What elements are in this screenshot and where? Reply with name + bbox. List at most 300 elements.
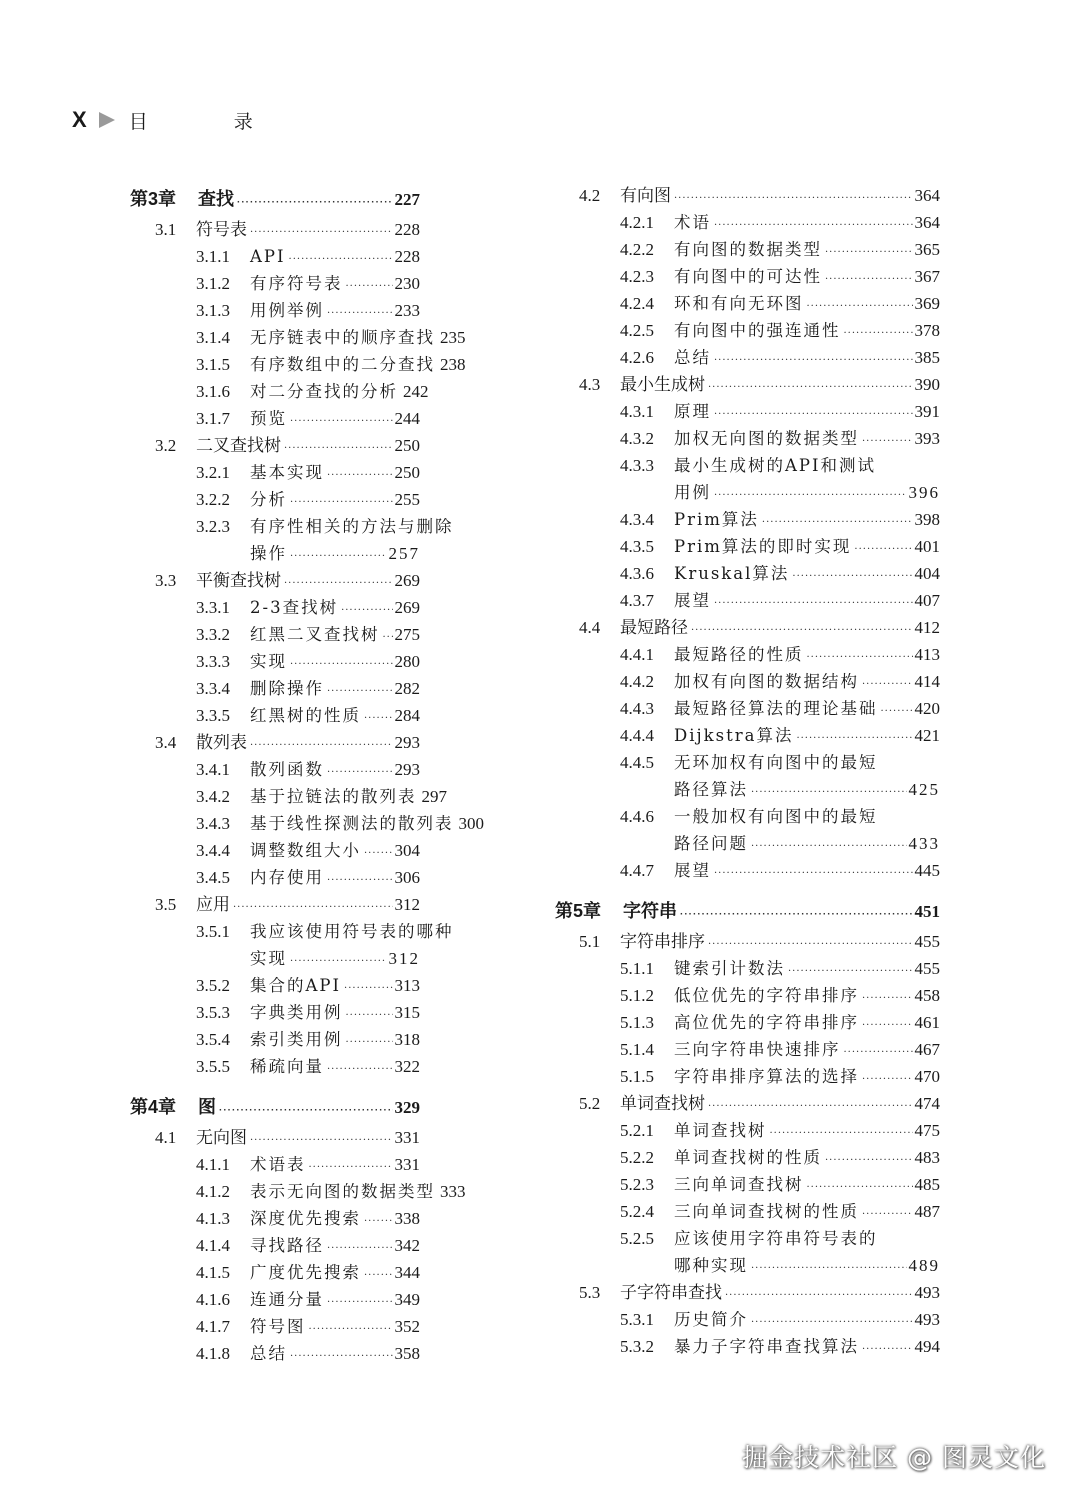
dot-leader [714,590,913,617]
toc-entry-sub[interactable] [0,1053,420,1080]
toc-entry-sub[interactable] [0,1286,420,1313]
toc-entry-sub[interactable] [555,1306,940,1333]
toc-entry-sub[interactable] [0,1205,420,1232]
toc-entry-title: 预览 [250,409,287,428]
toc-entry-number: 第4章 [130,1097,177,1117]
toc-entry-title: Dijkstra算法 [674,726,794,745]
dot-leader [844,1039,913,1066]
dot-leader [680,898,913,932]
dot-leader [854,536,912,563]
dot-leader [762,509,913,536]
page-number: X [72,107,87,132]
toc-entry-title: 路径算法 [674,780,748,799]
toc-entry-sub[interactable] [0,999,420,1026]
toc-entry-number: 4.1.8 [196,1344,230,1363]
toc-entry-sub[interactable] [555,1225,940,1252]
toc-entry-number: 4.4.5 [620,753,654,772]
toc-entry-title: 三向单词查找树 [674,1175,804,1194]
toc-entry-page: 338 [394,1209,420,1228]
toc-entry-page: 364 [914,186,940,205]
toc-entry-title: 单词查找树 [620,1094,705,1114]
dot-leader [290,948,387,975]
toc-entry-page: 470 [914,1067,940,1086]
toc-entry-title: 字符串 [623,901,677,921]
toc-entry-page: 227 [394,190,420,209]
toc-entry-sub[interactable] [0,648,420,675]
toc-entry-cont[interactable] [0,540,420,567]
toc-entry-sub[interactable] [0,1313,420,1340]
toc-entry-title: 高位优先的字符串排序 [674,1013,859,1032]
toc-entry-sub[interactable] [0,486,420,513]
toc-entry-page: 378 [914,321,940,340]
toc-entry-section[interactable] [555,1279,940,1306]
toc-entry-title: 最小生成树 [620,375,705,395]
toc-entry-page: 331 [394,1128,420,1147]
toc-entry-page: 280 [394,652,420,671]
toc-entry-number: 3.4.2 [196,787,230,806]
toc-entry-title: 总结 [250,1344,287,1363]
toc-entry-page: 358 [394,1344,420,1363]
toc-entry-title: 哪种实现 [674,1256,748,1275]
toc-entry-sub[interactable] [0,1232,420,1259]
toc-entry-title: 展望 [674,861,711,880]
toc-entry-title: 子字符串查找 [620,1283,722,1303]
dot-leader [327,759,393,786]
toc-entry-sub[interactable] [555,560,940,587]
toc-entry-page: 297 [421,787,447,806]
toc-entry-sub[interactable] [555,263,940,290]
toc-entry-title: 术语表 [250,1155,306,1174]
toc-entry-number: 4.3.2 [620,429,654,448]
toc-entry-title: 字典类用例 [250,1003,343,1022]
toc-entry-sub[interactable] [555,506,940,533]
toc-entry-sub[interactable] [0,1259,420,1286]
toc-entry-sub[interactable] [555,641,940,668]
toc-entry-number: 4.4.4 [620,726,654,745]
toc-entry-number: 3.2.3 [196,517,230,536]
toc-entry-number: 3.1.6 [196,382,230,401]
toc-entry-page: 433 [908,834,940,853]
toc-entry-number: 3.4.1 [196,760,230,779]
dot-leader [714,347,913,374]
toc-entry-title: 有序数组中的二分查找 [250,355,435,374]
toc-entry-number: 5.1 [579,932,601,951]
toc-entry-number: 4.1.6 [196,1290,230,1309]
dot-leader [796,725,912,752]
toc-entry-sub[interactable] [0,756,420,783]
toc-entry-number: 5.3 [579,1283,601,1302]
toc-entry-number: 3.3.1 [196,598,230,617]
toc-entry-number: 3.1.3 [196,301,230,320]
toc-entry-section[interactable] [555,182,940,209]
toc-entry-title: 环和有向无环图 [674,294,804,313]
toc-entry-section[interactable] [0,1124,420,1151]
toc-entry-title: Prim算法的即时实现 [674,537,852,556]
dot-leader [751,1309,913,1336]
toc-entry-sub[interactable] [555,668,940,695]
dot-leader [708,1093,913,1120]
toc-entry-number: 5.2.4 [620,1202,654,1221]
toc-entry-sub[interactable] [555,1198,940,1225]
toc-entry-sub[interactable] [0,297,420,324]
toc-entry-title: 有向图的数据类型 [674,240,822,259]
toc-entry-sub[interactable] [0,1026,420,1053]
toc-entry-sub[interactable] [0,810,484,837]
toc-entry-title: 三向字符串快速排序 [674,1040,841,1059]
toc-entry-number: 4.4.2 [620,672,654,691]
toc-entry-page: 242 [403,382,429,401]
toc-entry-page: 493 [914,1283,940,1302]
toc-entry-sub[interactable] [0,837,420,864]
toc-entry-number: 4.3 [579,375,601,394]
toc-entry-page: 284 [394,706,420,725]
toc-entry-number: 第3章 [130,189,177,209]
toc-entry-number: 3.2.1 [196,463,230,482]
toc-entry-title: 图 [198,1097,216,1117]
toc-entry-sub[interactable] [555,533,940,560]
toc-entry-sub[interactable] [555,803,940,830]
toc-entry-sub[interactable] [555,1036,940,1063]
toc-entry-title: 无环加权有向图中的最短 [674,753,878,772]
toc-entry-sub[interactable] [555,587,940,614]
toc-entry-cont[interactable] [0,945,420,972]
toc-entry-section[interactable] [555,371,940,398]
toc-entry-section[interactable] [0,891,420,918]
toc-entry-title: 红黑树的性质 [250,706,361,725]
dot-leader [346,1029,393,1056]
toc-entry-section[interactable] [0,216,420,243]
toc-entry-title: 有序性相关的方法与删除 [250,517,454,536]
dot-leader [691,617,913,644]
toc-entry-page: 250 [394,436,420,455]
dot-leader [708,374,913,401]
toc-entry-number: 4.2.2 [620,240,654,259]
toc-entry-title: 原理 [674,402,711,421]
toc-entry-sub[interactable] [0,243,420,270]
toc-entry-number: 4.4 [579,618,601,637]
toc-entry-number: 3.1.1 [196,247,230,266]
toc-entry-number: 3.1 [155,220,177,239]
toc-entry-section[interactable] [555,614,940,641]
toc-entry-title: 分析 [250,490,287,509]
toc-entry-sub[interactable] [0,1178,466,1205]
toc-entry-page: 485 [914,1175,940,1194]
toc-entry-sub[interactable] [0,783,447,810]
toc-entry-title: 查找 [198,189,234,209]
dot-leader [862,1336,913,1363]
toc-entry-sub[interactable] [555,398,940,425]
toc-entry-title: 单词查找树的性质 [674,1148,822,1167]
toc-entry-number: 5.2.5 [620,1229,654,1248]
toc-entry-sub[interactable] [0,1151,420,1178]
toc-entry-sub[interactable] [555,1009,940,1036]
toc-entry-sub[interactable] [0,702,420,729]
toc-entry-sub[interactable] [0,351,466,378]
toc-entry-page: 304 [394,841,420,860]
toc-entry-number: 3.5.4 [196,1030,230,1049]
dot-leader [364,840,393,867]
dot-leader [309,1154,393,1181]
toc-entry-page: 445 [914,861,940,880]
toc-entry-number: 4.1.2 [196,1182,230,1201]
dot-leader [714,482,907,509]
toc-entry-chapter[interactable] [555,894,940,928]
toc-entry-sub[interactable] [0,594,420,621]
toc-entry-sub[interactable] [555,722,940,749]
dot-leader [862,1012,913,1039]
dot-leader [290,408,393,435]
toc-entry-page: 407 [914,591,940,610]
dot-leader [862,428,913,455]
toc-entry-section[interactable] [0,432,420,459]
toc-entry-page: 474 [914,1094,940,1113]
toc-entry-title: 符号图 [250,1317,306,1336]
toc-entry-number: 4.2.4 [620,294,654,313]
toc-entry-section[interactable] [0,729,420,756]
toc-entry-title: 稀疏向量 [250,1057,324,1076]
toc-entry-sub[interactable] [0,864,420,891]
toc-entry-number: 3.4.3 [196,814,230,833]
toc-entry-page: 412 [914,618,940,637]
toc-entry-chapter[interactable] [0,182,420,216]
toc-entry-page: 451 [914,902,940,921]
toc-entry-page: 257 [388,544,420,563]
toc-entry-number: 3.3.2 [196,625,230,644]
dot-leader [862,1066,913,1093]
toc-entry-sub[interactable] [0,675,420,702]
toc-entry-sub[interactable] [555,344,940,371]
toc-entry-sub[interactable] [0,378,429,405]
toc-entry-sub[interactable] [555,1171,940,1198]
toc-entry-chapter[interactable] [0,1090,420,1124]
toc-entry-page: 393 [914,429,940,448]
toc-entry-title: 字符串排序 [620,932,705,952]
dot-leader [714,860,913,887]
watermark: 掘金技术社区 @ 图灵文化 [742,1443,1046,1472]
toc-entry-title: 术语 [674,213,711,232]
toc-entry-section[interactable] [0,567,420,594]
toc-entry-sub[interactable] [555,695,940,722]
dot-leader [714,401,913,428]
dot-leader [284,435,393,462]
toc-entry-sub[interactable] [555,317,940,344]
toc-entry-sub[interactable] [555,209,940,236]
dot-leader [383,624,393,651]
toc-entry-page: 396 [908,483,940,502]
toc-entry-cont[interactable] [555,776,940,803]
toc-entry-title: Prim算法 [674,510,759,529]
toc-entry-page: 414 [914,672,940,691]
toc-entry-page: 333 [440,1182,466,1201]
toc-entry-title: 深度优先搜索 [250,1209,361,1228]
dot-leader [364,1262,393,1289]
toc-entry-number: 3.4.5 [196,868,230,887]
toc-entry-sub[interactable] [0,324,466,351]
toc-entry-sub[interactable] [555,749,940,776]
toc-entry-sub[interactable] [0,459,420,486]
toc-entry-page: 420 [914,699,940,718]
toc-entry-title: 路径问题 [674,834,748,853]
toc-entry-number: 4.2.5 [620,321,654,340]
toc-entry-sub[interactable] [555,1144,940,1171]
toc-entry-page: 365 [914,240,940,259]
toc-entry-number: 4.2.3 [620,267,654,286]
toc-entry-number: 3.2.2 [196,490,230,509]
dot-leader [237,186,393,220]
toc-entry-page: 425 [908,780,940,799]
toc-entry-cont[interactable] [555,1252,940,1279]
toc-entry-page: 312 [394,895,420,914]
dot-leader [862,1201,913,1228]
dot-leader [862,985,913,1012]
toc-entry-title: 历史简介 [674,1310,748,1329]
toc-entry-title: 索引类用例 [250,1030,343,1049]
toc-entry-title: 平衡查找树 [196,571,281,591]
toc-entry-number: 4.3.5 [620,537,654,556]
toc-entry-number: 3.5.2 [196,976,230,995]
toc-entry-number: 4.2.6 [620,348,654,367]
toc-entry-sub[interactable] [555,1117,940,1144]
toc-entry-title: 最短路径 [620,618,688,638]
toc-entry-page: 390 [914,375,940,394]
dot-leader [233,894,393,921]
toc-entry-sub[interactable] [0,621,420,648]
toc-entry-page: 364 [914,213,940,232]
toc-entry-sub[interactable] [0,972,420,999]
toc-entry-sub[interactable] [555,1333,940,1360]
dot-leader [807,644,913,671]
toc-entry-sub[interactable] [555,236,940,263]
toc-entry-number: 5.2.2 [620,1148,654,1167]
toc-entry-number: 4.1 [155,1128,177,1147]
dot-leader [250,219,393,246]
toc-entry-title: 无向图 [196,1128,247,1148]
toc-entry-page: 312 [388,949,420,968]
dot-leader [807,293,913,320]
toc-right-column [555,182,940,1360]
dot-leader [714,212,913,239]
toc-entry-number: 3.3.3 [196,652,230,671]
toc-entry-page: 269 [394,598,420,617]
toc-entry-page: 228 [394,247,420,266]
toc-entry-number: 3.3 [155,571,177,590]
toc-entry-number: 5.1.5 [620,1067,654,1086]
dot-leader [327,1289,393,1316]
toc-entry-title: 最短路径算法的理论基础 [674,699,878,718]
toc-entry-cont[interactable] [555,479,940,506]
toc-entry-sub[interactable] [0,513,454,540]
toc-entry-sub[interactable] [555,290,940,317]
toc-entry-page: 369 [914,294,940,313]
toc-entry-title: 键索引计数法 [674,959,785,978]
toc-entry-number: 3.5.1 [196,922,230,941]
toc-entry-sub[interactable] [0,918,454,945]
toc-entry-title: 低位优先的字符串排序 [674,986,859,1005]
toc-entry-number: 5.3.2 [620,1337,654,1356]
toc-entry-section[interactable] [555,928,940,955]
toc-entry-page: 306 [394,868,420,887]
toc-entry-page: 493 [914,1310,940,1329]
toc-entry-sub[interactable] [555,982,940,1009]
toc-entry-section[interactable] [555,1090,940,1117]
toc-entry-sub[interactable] [555,425,940,452]
toc-entry-sub[interactable] [555,1063,940,1090]
toc-entry-title: 对二分查找的分析 [250,382,398,401]
toc-entry-title: 集合的API [250,976,342,995]
toc-entry-page: 331 [394,1155,420,1174]
toc-entry-page: 349 [394,1290,420,1309]
toc-entry-title: 用例举例 [250,301,324,320]
toc-entry-title: 加权有向图的数据结构 [674,672,859,691]
toc-entry-number: 4.1.1 [196,1155,230,1174]
toc-entry-page: 329 [394,1098,420,1117]
dot-leader [770,1120,913,1147]
dot-leader [327,300,393,327]
toc-entry-title: 加权无向图的数据类型 [674,429,859,448]
toc-entry-title: 应用 [196,895,230,915]
toc-entry-page: 282 [394,679,420,698]
toc-entry-page: 315 [394,1003,420,1022]
toc-entry-page: 342 [394,1236,420,1255]
toc-entry-page: 391 [914,402,940,421]
toc-entry-title: 字符串排序算法的选择 [674,1067,859,1086]
toc-entry-sub[interactable] [0,405,420,432]
dot-leader [725,1282,913,1309]
toc-entry-number: 3.1.5 [196,355,230,374]
dot-leader [844,320,913,347]
toc-entry-cont[interactable] [555,830,940,857]
toc-entry-sub[interactable] [555,857,940,884]
toc-entry-number: 4.1.7 [196,1317,230,1336]
toc-entry-number: 5.3.1 [620,1310,654,1329]
dot-leader [327,462,393,489]
dot-leader [327,1235,393,1262]
toc-entry-page: 238 [440,355,466,374]
toc-entry-page: 483 [914,1148,940,1167]
toc-entry-page: 318 [394,1030,420,1049]
dot-leader [290,489,393,516]
toc-entry-number: 4.4.7 [620,861,654,880]
dot-leader [751,1255,907,1282]
toc-entry-title: 寻找路径 [250,1236,324,1255]
toc-entry-page: 230 [394,274,420,293]
toc-entry-number: 5.1.3 [620,1013,654,1032]
toc-entry-sub[interactable] [555,452,940,479]
toc-entry-number: 3.5 [155,895,177,914]
toc-entry-number: 第5章 [555,901,602,921]
dot-leader [825,239,913,266]
toc-entry-number: 4.4.6 [620,807,654,826]
toc-entry-sub[interactable] [0,1340,420,1367]
header-title: 目 录 [128,110,293,133]
toc-entry-number: 3.1.2 [196,274,230,293]
toc-entry-page: 413 [914,645,940,664]
toc-entry-sub[interactable] [0,270,420,297]
toc-entry-title: 暴力子字符串查找算法 [674,1337,859,1356]
toc-entry-page: 233 [394,301,420,320]
dot-leader [341,597,392,624]
toc-entry-number: 3.4.4 [196,841,230,860]
dot-leader [344,975,392,1002]
toc-entry-number: 3.5.5 [196,1057,230,1076]
toc-entry-sub[interactable] [555,955,940,982]
dot-leader [250,1127,393,1154]
toc-entry-number: 4.2.1 [620,213,654,232]
toc-entry-number: 4.2 [579,186,601,205]
toc-entry-number: 4.3.3 [620,456,654,475]
toc-entry-title: 2-3查找树 [250,598,339,617]
toc-entry-number: 3.2 [155,436,177,455]
